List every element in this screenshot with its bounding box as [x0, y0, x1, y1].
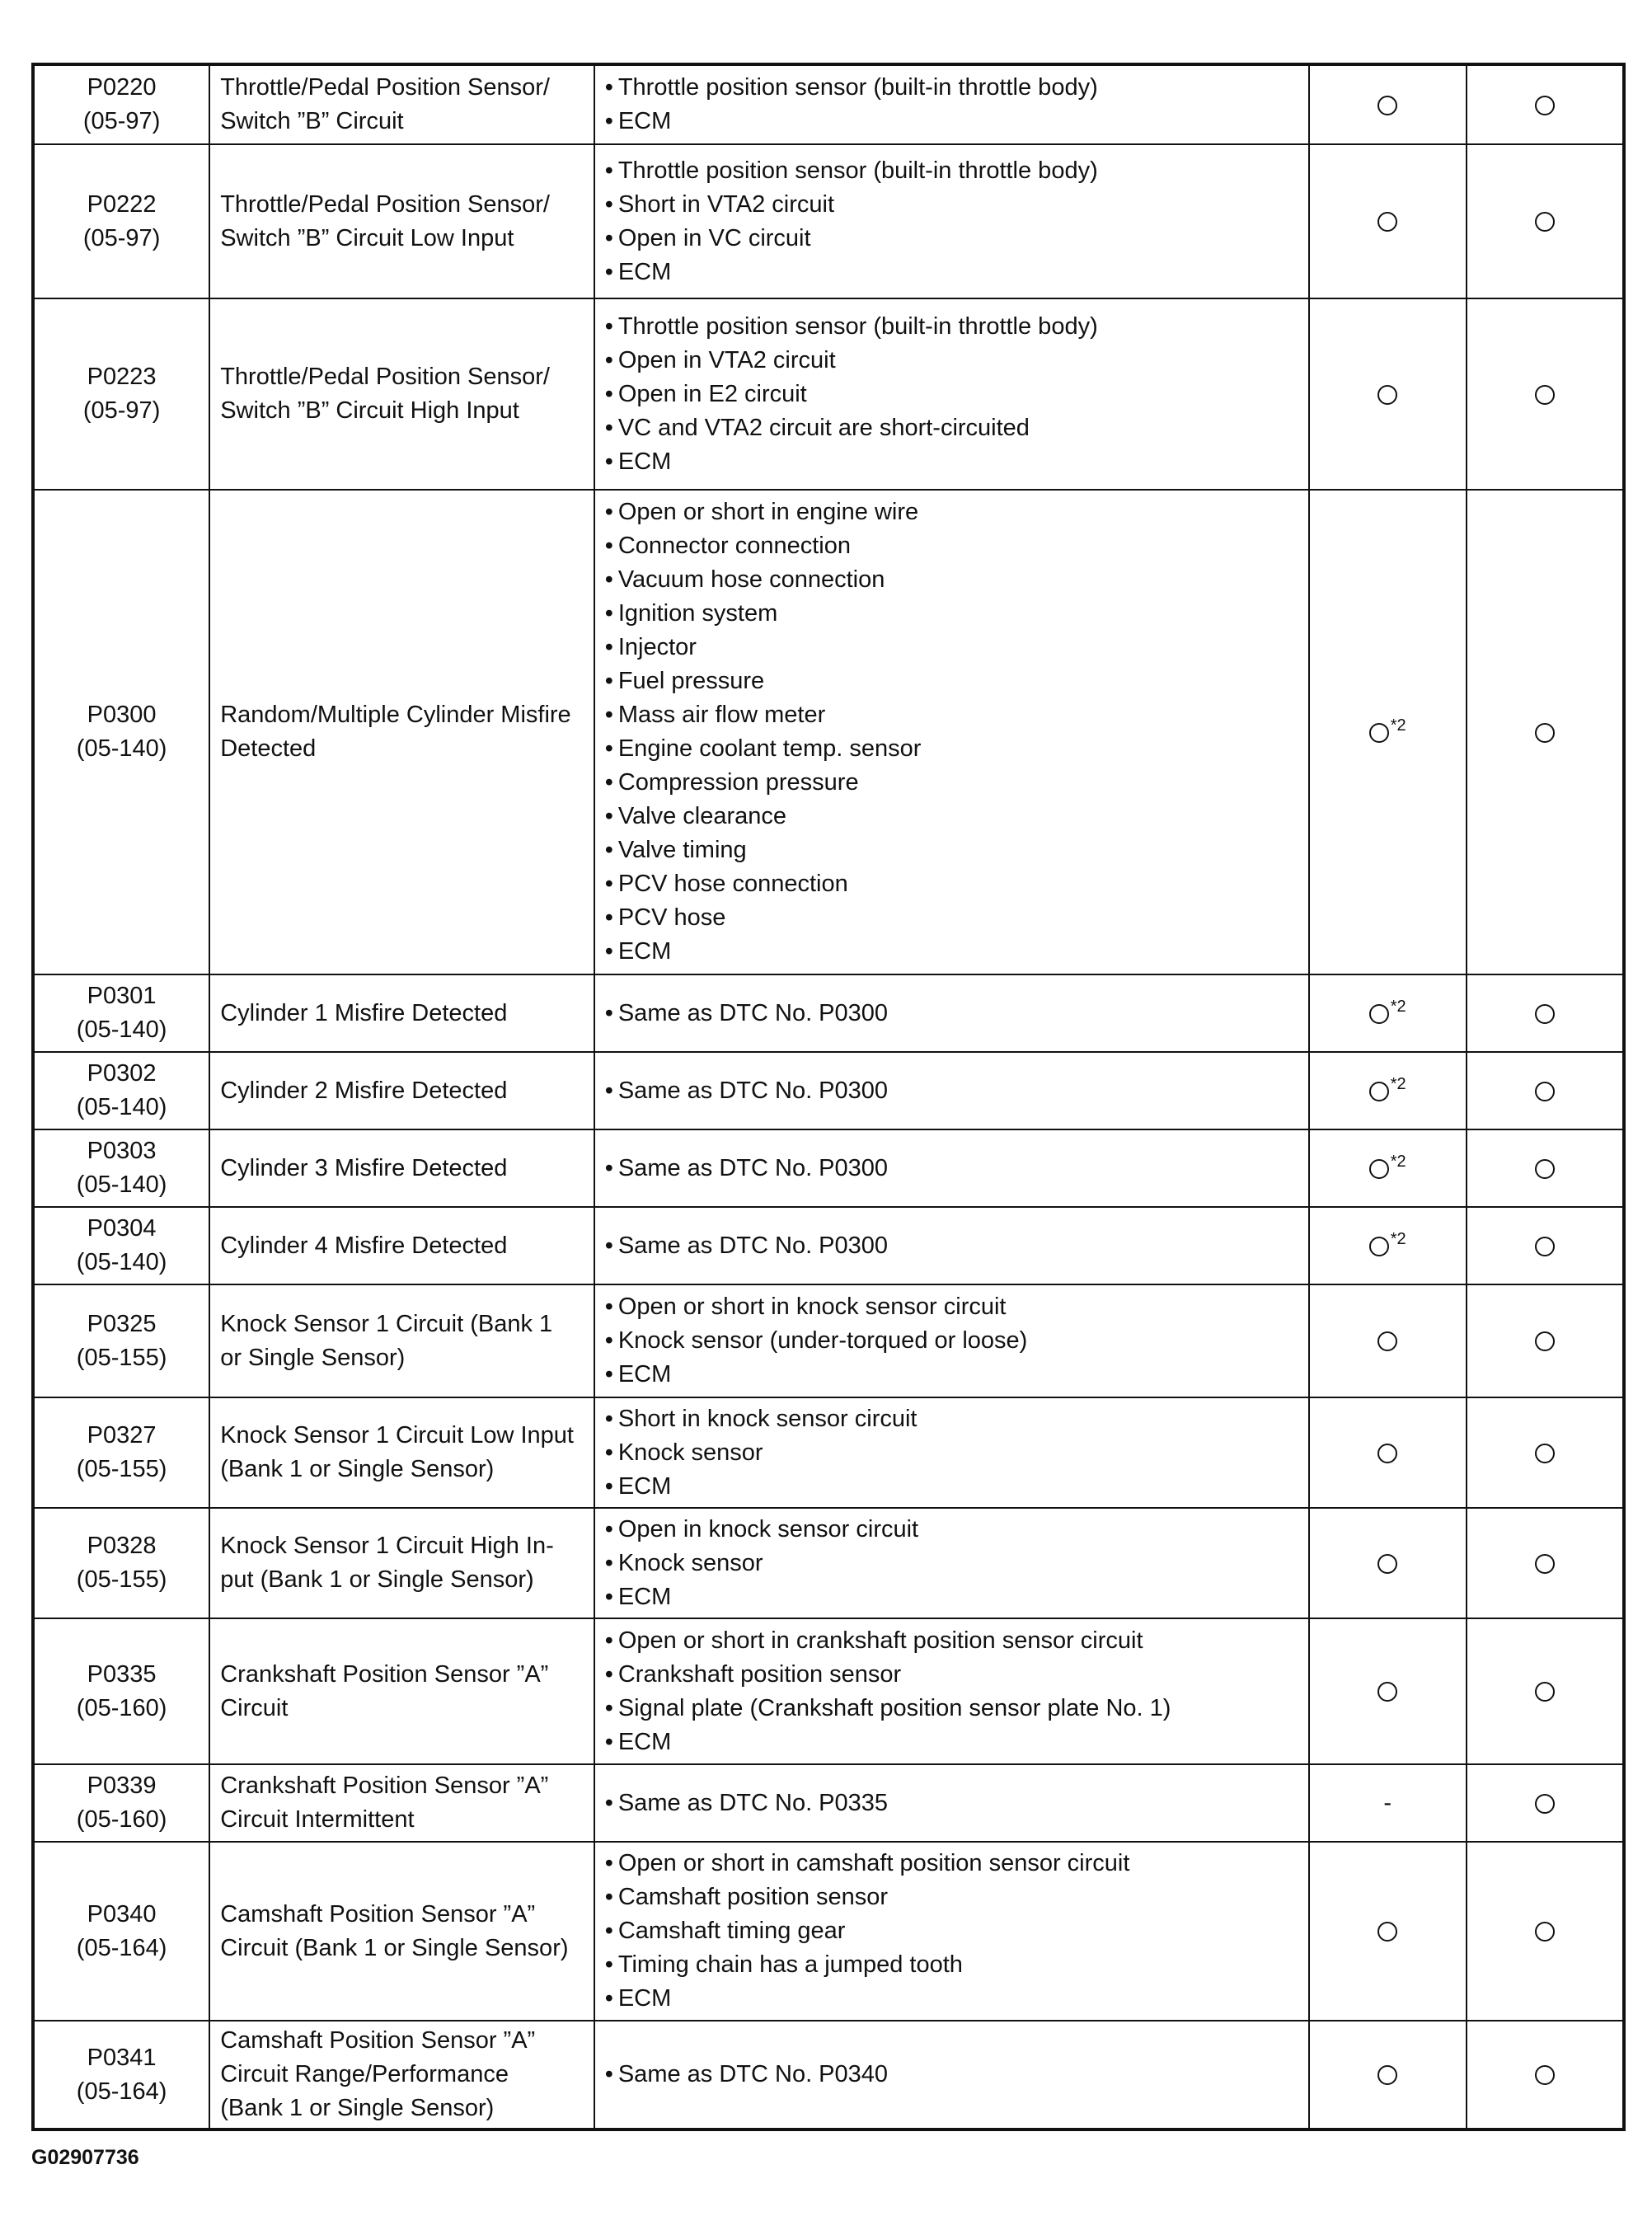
dtc-code-cell: [33, 1284, 209, 1397]
dtc-code-cell: [33, 490, 209, 974]
trouble-area-item: • Same as DTC No. P0300: [605, 1229, 1298, 1263]
dtc-page-ref: (05-97): [82, 397, 161, 424]
footnote-mark: *2: [1390, 997, 1406, 1016]
trouble-area-item: • Same as DTC No. P0300: [605, 1074, 1298, 1108]
trouble-area-item: • Open or short in crankshaft position sensor circuit: [605, 1624, 1298, 1658]
detection-item-cell: [209, 1842, 594, 2021]
table-row: [33, 1397, 1624, 1508]
mil-cell: [1309, 1508, 1467, 1618]
footnote-mark: *2: [1390, 1229, 1406, 1248]
dtc-code-cell: [33, 1508, 209, 1618]
detection-item-line: Knock Sensor 1 Circuit Low Input: [220, 1422, 574, 1449]
detection-item-line: (Bank 1 or Single Sensor): [220, 1456, 495, 1482]
circle-mark-icon: [1535, 1794, 1555, 1814]
memory-cell: [1467, 1052, 1624, 1129]
circle-mark-icon: [1377, 96, 1397, 115]
trouble-area-item: • Open in E2 circuit: [605, 378, 1298, 411]
memory-cell: [1467, 1397, 1624, 1508]
circle-mark-icon: [1369, 1237, 1389, 1256]
trouble-area-item: • ECM: [605, 1982, 1298, 2016]
dtc-code-cell: [33, 1842, 209, 2021]
circle-mark-icon: [1377, 1682, 1397, 1702]
detection-item-line: Camshaft Position Sensor ”A”: [220, 2027, 536, 2054]
dtc-page-ref: (05-155): [76, 1456, 167, 1482]
dtc-page-ref: (05-140): [76, 1094, 167, 1120]
table-row: [33, 144, 1624, 298]
trouble-area-item: • PCV hose connection: [605, 867, 1298, 901]
detection-item-line: Random/Multiple Cylinder Misfire: [220, 702, 571, 728]
detection-item-cell: [209, 1397, 594, 1508]
detection-item-line: Circuit: [220, 1694, 289, 1721]
table-row: [33, 64, 1624, 144]
dtc-page-ref: (05-160): [76, 1694, 167, 1721]
trouble-area-item: • ECM: [605, 445, 1298, 479]
table-row: [33, 1618, 1624, 1764]
trouble-area-item: • ECM: [605, 105, 1298, 139]
trouble-area-item: • Open or short in camshaft position sensor circuit: [605, 1847, 1298, 1881]
detection-item-line: Switch ”B” Circuit Low Input: [220, 224, 514, 251]
footnote-mark: *2: [1390, 716, 1406, 735]
circle-mark-icon: [1535, 2065, 1555, 2085]
dtc-code: P0328: [87, 1533, 157, 1559]
circle-mark-icon: [1535, 1237, 1555, 1256]
trouble-area-item: • Knock sensor: [605, 1436, 1298, 1470]
detection-item-line: Throttle/Pedal Position Sensor/: [220, 74, 550, 101]
dtc-code: P0223: [87, 364, 157, 390]
dtc-code-cell: [33, 1764, 209, 1842]
table-row: [33, 1284, 1624, 1397]
detection-item-line: Circuit Intermittent: [220, 1806, 415, 1833]
dtc-code: P0303: [87, 1138, 157, 1164]
dtc-code: P0325: [87, 1310, 157, 1337]
dtc-code: P0335: [87, 1660, 157, 1688]
table-row: [33, 298, 1624, 490]
circle-mark-icon: [1535, 385, 1555, 405]
dtc-page-ref: (05-140): [76, 1172, 167, 1198]
dtc-page-ref: (05-155): [76, 1566, 167, 1593]
trouble-area-item: • Same as DTC No. P0335: [605, 1787, 1298, 1820]
trouble-area-item: • VC and VTA2 circuit are short-circuited: [605, 411, 1298, 445]
table-row: [33, 1052, 1624, 1129]
table-row: [33, 1508, 1624, 1618]
detection-item-line: Crankshaft Position Sensor ”A”: [220, 1773, 549, 1799]
trouble-area-cell: [594, 1129, 1309, 1207]
memory-cell: [1467, 1764, 1624, 1842]
trouble-area-item: • Open or short in knock sensor circuit: [605, 1290, 1298, 1324]
table-row: [33, 1129, 1624, 1207]
memory-cell: [1467, 144, 1624, 298]
trouble-area-item: • Camshaft timing gear: [605, 1914, 1298, 1948]
detection-item-line: Detected: [220, 735, 317, 762]
dtc-code-cell: [33, 64, 209, 144]
trouble-area-cell: [594, 1052, 1309, 1129]
detection-item-cell: [209, 1052, 594, 1129]
table-row: [33, 490, 1624, 974]
trouble-area-item: • Open or short in engine wire: [605, 495, 1298, 529]
dtc-page-ref: (05-140): [76, 1249, 167, 1275]
memory-cell: [1467, 2021, 1624, 2129]
trouble-area-cell: [594, 490, 1309, 974]
trouble-area-item: • Injector: [605, 631, 1298, 664]
trouble-area-item: • Open in knock sensor circuit: [605, 1513, 1298, 1547]
memory-cell: [1467, 1207, 1624, 1284]
circle-mark-icon: [1535, 723, 1555, 743]
mil-cell: [1309, 974, 1467, 1052]
detection-item-line: Circuit Range/Performance: [220, 2061, 509, 2087]
trouble-area-item: • ECM: [605, 1580, 1298, 1614]
detection-item-line: Switch ”B” Circuit: [220, 108, 404, 134]
detection-item-cell: [209, 974, 594, 1052]
dtc-code: P0327: [87, 1422, 157, 1449]
trouble-area-item: • ECM: [605, 256, 1298, 289]
trouble-area-cell: [594, 1764, 1309, 1842]
trouble-area-item: • Engine coolant temp. sensor: [605, 732, 1298, 766]
trouble-area-item: • ECM: [605, 1470, 1298, 1504]
detection-item-line: Circuit (Bank 1 or Single Sensor): [220, 1934, 569, 1961]
dtc-page-ref: (05-164): [76, 1934, 167, 1961]
circle-mark-icon: [1369, 1082, 1389, 1101]
circle-mark-icon: [1369, 1004, 1389, 1024]
footnote-mark: *2: [1390, 1074, 1406, 1093]
detection-item-line: Cylinder 3 Misfire Detected: [220, 1154, 508, 1181]
dtc-page-ref: (05-97): [82, 224, 161, 251]
trouble-area-item: • ECM: [605, 1358, 1298, 1392]
dtc-page-ref: (05-155): [76, 1344, 167, 1371]
dtc-code-cell: [33, 298, 209, 490]
trouble-area-cell: [594, 2021, 1309, 2129]
circle-mark-icon: [1377, 212, 1397, 232]
circle-mark-icon: [1377, 1331, 1397, 1351]
detection-item-cell: [209, 64, 594, 144]
dtc-code-cell: [33, 1129, 209, 1207]
dtc-code: P0301: [87, 983, 157, 1009]
detection-item-cell: [209, 298, 594, 490]
trouble-area-item: • Valve clearance: [605, 800, 1298, 833]
circle-mark-icon: [1535, 96, 1555, 115]
trouble-area-cell: [594, 1397, 1309, 1508]
circle-mark-icon: [1369, 723, 1389, 743]
dtc-code-cell: [33, 144, 209, 298]
trouble-area-item: • Open in VTA2 circuit: [605, 344, 1298, 378]
table-row: [33, 2021, 1624, 2129]
dtc-code: P0300: [87, 702, 157, 728]
memory-cell: [1467, 1618, 1624, 1764]
trouble-area-item: • Vacuum hose connection: [605, 563, 1298, 597]
trouble-area-item: • Short in knock sensor circuit: [605, 1402, 1298, 1436]
dtc-code-cell: [33, 974, 209, 1052]
trouble-area-item: • Camshaft position sensor: [605, 1881, 1298, 1914]
circle-mark-icon: [1535, 1159, 1555, 1179]
dtc-page-ref: (05-140): [76, 735, 167, 762]
mil-cell: [1309, 64, 1467, 144]
trouble-area-item: • PCV hose: [605, 901, 1298, 935]
table-row: [33, 1207, 1624, 1284]
trouble-area-item: • Fuel pressure: [605, 664, 1298, 698]
trouble-area-item: • Throttle position sensor (built-in throttle body): [605, 71, 1298, 105]
detection-item-line: Throttle/Pedal Position Sensor/: [220, 190, 550, 218]
trouble-area-item: • Signal plate (Crankshaft position sensor plate No. 1): [605, 1692, 1298, 1726]
mil-cell: [1309, 1284, 1467, 1397]
detection-item-line: Switch ”B” Circuit High Input: [220, 397, 519, 424]
mil-cell: [1309, 1052, 1467, 1129]
detection-item-line: Knock Sensor 1 Circuit (Bank 1: [220, 1310, 553, 1337]
dtc-code-cell: [33, 1397, 209, 1508]
circle-mark-icon: [1535, 212, 1555, 232]
circle-mark-icon: [1377, 1444, 1397, 1463]
detection-item-line: Camshaft Position Sensor ”A”: [220, 1900, 536, 1928]
trouble-area-cell: [594, 64, 1309, 144]
mil-cell: [1309, 1397, 1467, 1508]
circle-mark-icon: [1535, 1004, 1555, 1024]
memory-cell: [1467, 490, 1624, 974]
dtc-code-cell: [33, 1207, 209, 1284]
memory-cell: [1467, 1284, 1624, 1397]
mil-cell: [1309, 298, 1467, 490]
detection-item-line: Knock Sensor 1 Circuit High In-: [220, 1533, 554, 1559]
detection-item-line: or Single Sensor): [220, 1344, 406, 1371]
detection-item-line: Cylinder 4 Misfire Detected: [220, 1232, 508, 1259]
dtc-table: [31, 63, 1626, 2131]
trouble-area-item: • Knock sensor: [605, 1547, 1298, 1580]
memory-cell: [1467, 298, 1624, 490]
circle-mark-icon: [1535, 1682, 1555, 1702]
mil-cell: [1309, 1764, 1467, 1842]
detection-item-cell: [209, 1618, 594, 1764]
dtc-code-cell: [33, 1052, 209, 1129]
mil-cell: [1309, 1842, 1467, 2021]
trouble-area-cell: [594, 144, 1309, 298]
detection-item-cell: [209, 1764, 594, 1842]
circle-mark-icon: [1535, 1444, 1555, 1463]
detection-item-line: Crankshaft Position Sensor ”A”: [220, 1660, 549, 1688]
dash-mark: -: [1383, 1789, 1392, 1816]
detection-item-line: (Bank 1 or Single Sensor): [220, 2095, 495, 2121]
detection-item-line: Cylinder 1 Misfire Detected: [220, 999, 508, 1026]
circle-mark-icon: [1377, 2065, 1397, 2085]
circle-mark-icon: [1369, 1159, 1389, 1179]
detection-item-cell: [209, 2021, 594, 2129]
trouble-area-item: • Short in VTA2 circuit: [605, 188, 1298, 222]
dtc-code: P0302: [87, 1060, 157, 1087]
trouble-area-cell: [594, 1207, 1309, 1284]
mil-cell: [1309, 1129, 1467, 1207]
dtc-code: P0341: [87, 2044, 157, 2071]
trouble-area-item: • Same as DTC No. P0300: [605, 997, 1298, 1031]
circle-mark-icon: [1535, 1922, 1555, 1942]
detection-item-cell: [209, 144, 594, 298]
trouble-area-item: • Open in VC circuit: [605, 222, 1298, 256]
dtc-page-ref: (05-97): [82, 108, 161, 134]
trouble-area-cell: [594, 1284, 1309, 1397]
detection-item-cell: [209, 1129, 594, 1207]
mil-cell: [1309, 2021, 1467, 2129]
table-row: [33, 1842, 1624, 2021]
memory-cell: [1467, 64, 1624, 144]
memory-cell: [1467, 1508, 1624, 1618]
memory-cell: [1467, 1129, 1624, 1207]
trouble-area-item: • Compression pressure: [605, 766, 1298, 800]
trouble-area-cell: [594, 1842, 1309, 2021]
circle-mark-icon: [1377, 1554, 1397, 1574]
mil-cell: [1309, 1618, 1467, 1764]
mil-cell: [1309, 144, 1467, 298]
table-row: [33, 1764, 1624, 1842]
dtc-code: P0339: [87, 1773, 157, 1799]
detection-item-line: Cylinder 2 Misfire Detected: [220, 1077, 508, 1104]
memory-cell: [1467, 974, 1624, 1052]
circle-mark-icon: [1535, 1082, 1555, 1101]
trouble-area-item: • ECM: [605, 935, 1298, 969]
figure-id: G02907736: [31, 2146, 139, 2169]
detection-item-cell: [209, 490, 594, 974]
dtc-page-ref: (05-140): [76, 1017, 167, 1043]
trouble-area-item: • Throttle position sensor (built-in throttle body): [605, 154, 1298, 188]
detection-item-cell: [209, 1508, 594, 1618]
trouble-area-cell: [594, 1618, 1309, 1764]
footnote-mark: *2: [1390, 1152, 1406, 1171]
trouble-area-item: • Same as DTC No. P0340: [605, 2058, 1298, 2092]
trouble-area-item: • Mass air flow meter: [605, 698, 1298, 732]
trouble-area-item: • ECM: [605, 1726, 1298, 1759]
dtc-page-ref: (05-160): [76, 1806, 167, 1833]
trouble-area-item: • Crankshaft position sensor: [605, 1658, 1298, 1692]
trouble-area-item: • Valve timing: [605, 833, 1298, 867]
trouble-area-item: • Same as DTC No. P0300: [605, 1152, 1298, 1186]
dtc-page-ref: (05-164): [76, 2078, 167, 2105]
trouble-area-item: • Knock sensor (under-torqued or loose): [605, 1324, 1298, 1358]
detection-item-cell: [209, 1207, 594, 1284]
trouble-area-item: • Timing chain has a jumped tooth: [605, 1948, 1298, 1982]
dtc-table-body: [33, 64, 1624, 2129]
circle-mark-icon: [1377, 385, 1397, 405]
trouble-area-item: • Connector connection: [605, 529, 1298, 563]
detection-item-cell: [209, 1284, 594, 1397]
dtc-code-cell: [33, 1618, 209, 1764]
dtc-code: P0340: [87, 1900, 157, 1928]
dtc-code: P0304: [87, 1215, 157, 1242]
trouble-area-item: • Throttle position sensor (built-in throttle body): [605, 310, 1298, 344]
trouble-area-cell: [594, 974, 1309, 1052]
trouble-area-cell: [594, 298, 1309, 490]
detection-item-line: put (Bank 1 or Single Sensor): [220, 1566, 534, 1593]
table-row: [33, 974, 1624, 1052]
memory-cell: [1467, 1842, 1624, 2021]
trouble-area-cell: [594, 1508, 1309, 1618]
dtc-code: P0220: [87, 74, 157, 101]
mil-cell: [1309, 1207, 1467, 1284]
detection-item-line: Throttle/Pedal Position Sensor/: [220, 364, 550, 390]
dtc-code-cell: [33, 2021, 209, 2129]
circle-mark-icon: [1377, 1922, 1397, 1942]
dtc-code: P0222: [87, 190, 157, 218]
trouble-area-item: • Ignition system: [605, 597, 1298, 631]
circle-mark-icon: [1535, 1554, 1555, 1574]
mil-cell: [1309, 490, 1467, 974]
circle-mark-icon: [1535, 1331, 1555, 1351]
